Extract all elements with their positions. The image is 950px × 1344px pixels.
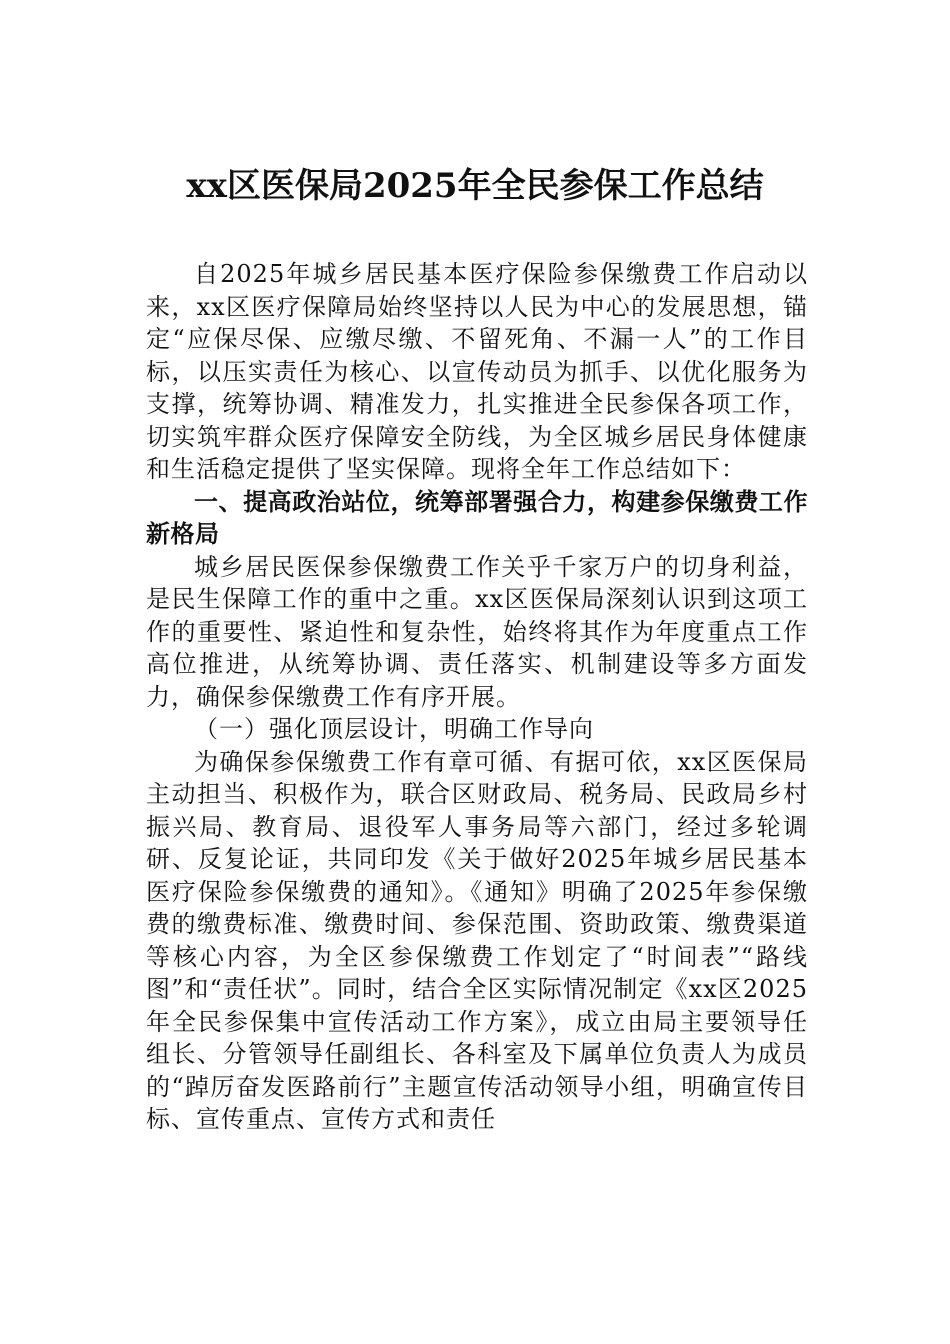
document-body [146, 258, 808, 1136]
subsection-heading-1: （一）强化顶层设计，明确工作导向 [194, 715, 594, 743]
body-paragraph-1: 自2025年城乡居民基本医疗保险参保缴费工作启动以来，xx区医疗保障局始终坚持以人民为中心的发展思想，锚定“应保尽保、应缴尽缴、不留死角、不漏一人”的工作目标，以压实责任为核心、以宣传动员为抓手、以优化服务为支撑，统筹协调、精准发力，扎实推进全民参保各项工作，切实筑牢群众医疗保障安全防线，为全区城乡居民身体健康和生活稳定提供了坚实保障。现将全年工作总结如下： [146, 260, 808, 483]
body-paragraph-3: 为确保参保缴费工作有章可循、有据可依，xx区医保局主动担当、积极作为，联合区财政局、税务局、民政局乡村振兴局、教育局、退役军人事务局等六部门，经过多轮调研、反复论证，共同印发《关于做好2025年城乡居民基本医疗保险参保缴费的通知》。《通知》明确了2025年参保缴费的缴费标准、缴费时间、参保范围、资助政策、缴费渠道等核心内容，为全区参保缴费工作划定了“时间表”“路线图”和“责任状”。同时，结合全区实际情况制定《xx区2025年全民参保集中宣传活动工作方案》，成立由局主要领导任组长、分管领导任副组长、各科室及下属单位负责人为成员的“踔厉奋发医路前行”主题宣传活动领导小组，明确宣传目标、宣传重点、宣传方式和责任 [146, 747, 808, 1133]
document-title: xx区医保局2025年全民参保工作总结 [186, 166, 764, 206]
section-heading-1: 一、提高政治站位，统筹部署强合力，构建参保缴费工作新格局 [146, 487, 808, 548]
body-paragraph-2: 城乡居民医保参保缴费工作关乎千家万户的切身利益，是民生保障工作的重中之重。xx区医保局深刻认识到这项工作的重要性、紧迫性和复杂性，始终将其作为年度重点工作高位推进，从统筹协调、责任落实、机制建设等多方面发力，确保参保缴费工作有序开展。 [146, 552, 808, 711]
